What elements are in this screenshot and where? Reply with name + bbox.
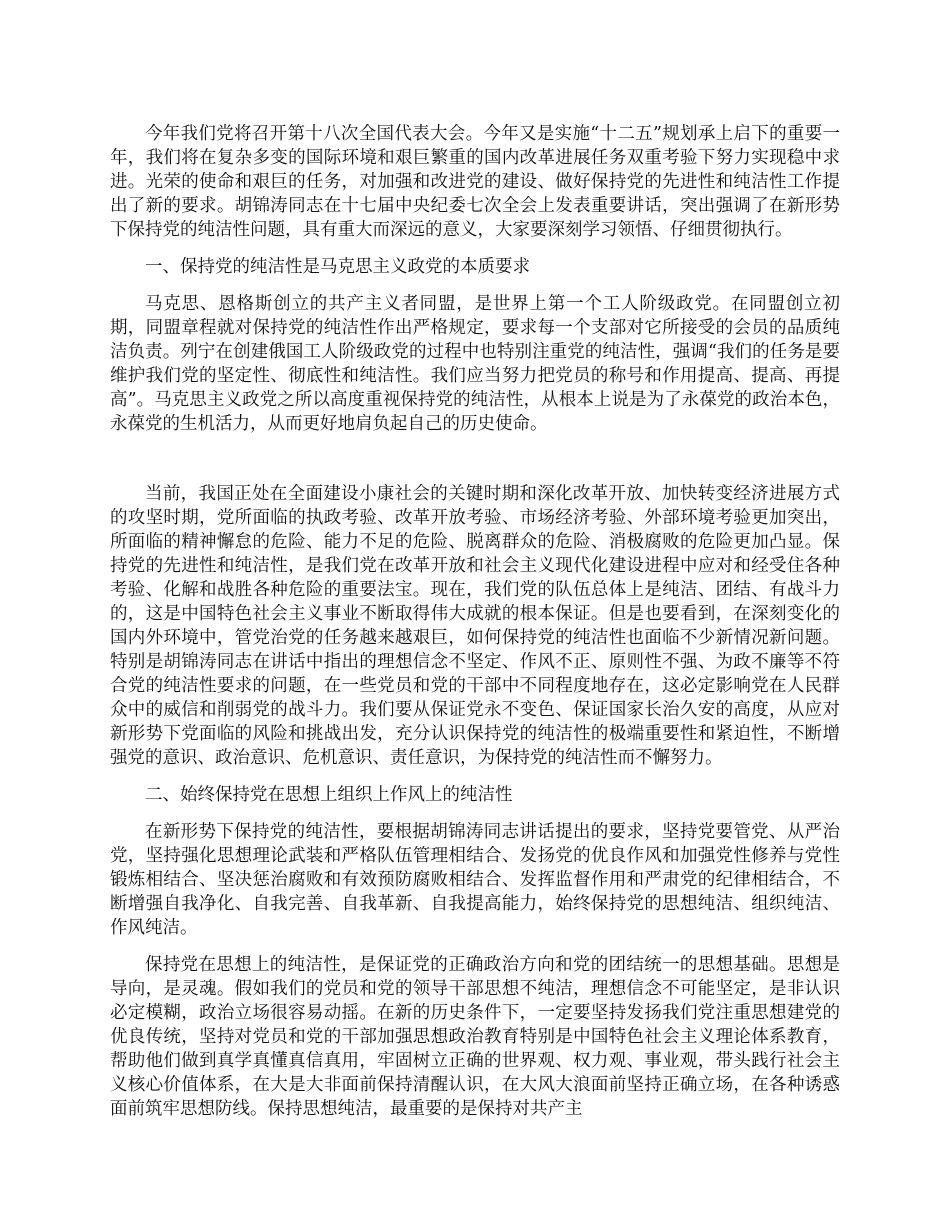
marx-paragraph: 马克思、恩格斯创立的共产主义者同盟，是世界上第一个工人阶级政党。在同盟创立初期，同盟章程就对保持党的纯洁性作出严格规定，要求每一个支部对它所接受的会员的品质纯洁负责。列宁在创建俄国工人阶级政党的过程中也特别注重党的纯洁性，强调“我们的任务是要维护我们党的坚定性、彻底性和纯洁性。我们应当努力把党员的称号和作用提高、提高、再提高”。马克思主义政党之所以高度重视保持党的纯洁性，从根本上说是为了永葆党的政治本色，永葆党的生机活力，从而更好地肩负起自己的历史使命。 bbox=[110, 294, 840, 434]
document-page bbox=[110, 122, 840, 1134]
paragraph-spacer bbox=[110, 449, 840, 482]
section-heading-1: 一、保持党的纯洁性是马克思主义政党的本质要求 bbox=[145, 257, 530, 277]
intro-paragraph: 今年我们党将召开第十八次全国代表大会。今年又是实施“十二五”规划承上启下的重要一年，我们将在复杂多变的国际环境和艰巨繁重的国内改革进展任务双重考验下努力实现稳中求进。光荣的使命和艰巨的任务，对加强和改进党的建设、做好保持党的先进性和纯洁性工作提出了新的要求。胡锦涛同志在十七届中央纪委七次全会上发表重要讲话，突出强调了在新形势下保持党的纯洁性问题，具有重大而深远的意义，大家要深刻学习领悟、仔细贯彻执行。 bbox=[110, 124, 840, 240]
new-situation-paragraph: 在新形势下保持党的纯洁性，要根据胡锦涛同志讲话提出的要求，坚持党要管党、从严治党，坚持强化思想理论武装和严格队伍管理相结合、发扬党的优良作风和加强党性修养与党性锻炼相结合、坚决惩治腐败和有效预防腐败相结合、发挥监督作用和严肃党的纪律相结合，不断增强自我净化、自我完善、自我革新、自我提高能力，始终保持党的思想纯洁、组织纯洁、作风纯洁。 bbox=[110, 822, 840, 938]
current-situation-paragraph: 当前，我国正处在全面建设小康社会的关键时期和深化改革开放、加快转变经济进展方式的攻坚时期，党所面临的执政考验、改革开放考验、市场经济考验、外部环境考验更加突出，所面临的精神懈怠的危险、能力不足的危险、脱离群众的危险、消极腐败的危险更加凸显。保持党的先进性和纯洁性，是我们党在改革开放和社会主义现代化建设进程中应对和经受住各种考验、化解和战胜各种危险的重要法宝。现在，我们党的队伍总体上是纯洁、团结、有战斗力的，这是中国特色社会主义事业不断取得伟大成就的根本保证。但是也要看到，在深刻变化的国内外环境中，管党治党的任务越来越艰巨，如何保持党的纯洁性也面临不少新情况新问题。特别是胡锦涛同志在讲话中指出的理想信念不坚定、作风不正、原则性不强、为政不廉等不符合党的纯洁性要求的问题，在一些党员和党的干部中不同程度地存在，这必定影响党在人民群众中的威信和削弱党的战斗力。我们要从保证党永不变色、保证国家长治久安的高度，从应对新形势下党面临的风险和挑战出发，充分认识保持党的纯洁性的极端重要性和紧迫性，不断增强党的意识、政治意识、危机意识、责任意识，为保持党的纯洁性而不懈努力。 bbox=[110, 484, 840, 768]
ideological-purity-paragraph: 保持党在思想上的纯洁性，是保证党的正确政治方向和党的团结统一的思想基础。思想是导向，是灵魂。假如我们的党员和党的领导干部思想不纯洁，理想信念不可能坚定，是非认识必定模糊，政治立场很容易动摇。在新的历史条件下，一定要坚持发扬我们党注重思想建党的优良传统，坚持对党员和党的干部加强思想政治教育特别是中国特色社会主义理论体系教育，帮助他们做到真学真懂真信真用，牢固树立正确的世界观、权力观、事业观，带头践行社会主义核心价值体系，在大是大非面前保持清醒认识，在大风大浪面前坚持正确立场，在各种诱惑面前筑牢思想防线。保持思想纯洁，最重要的是保持对共产主 bbox=[110, 955, 840, 1119]
section-heading-2: 二、始终保持党在思想上组织上作风上的纯洁性 bbox=[145, 785, 513, 805]
